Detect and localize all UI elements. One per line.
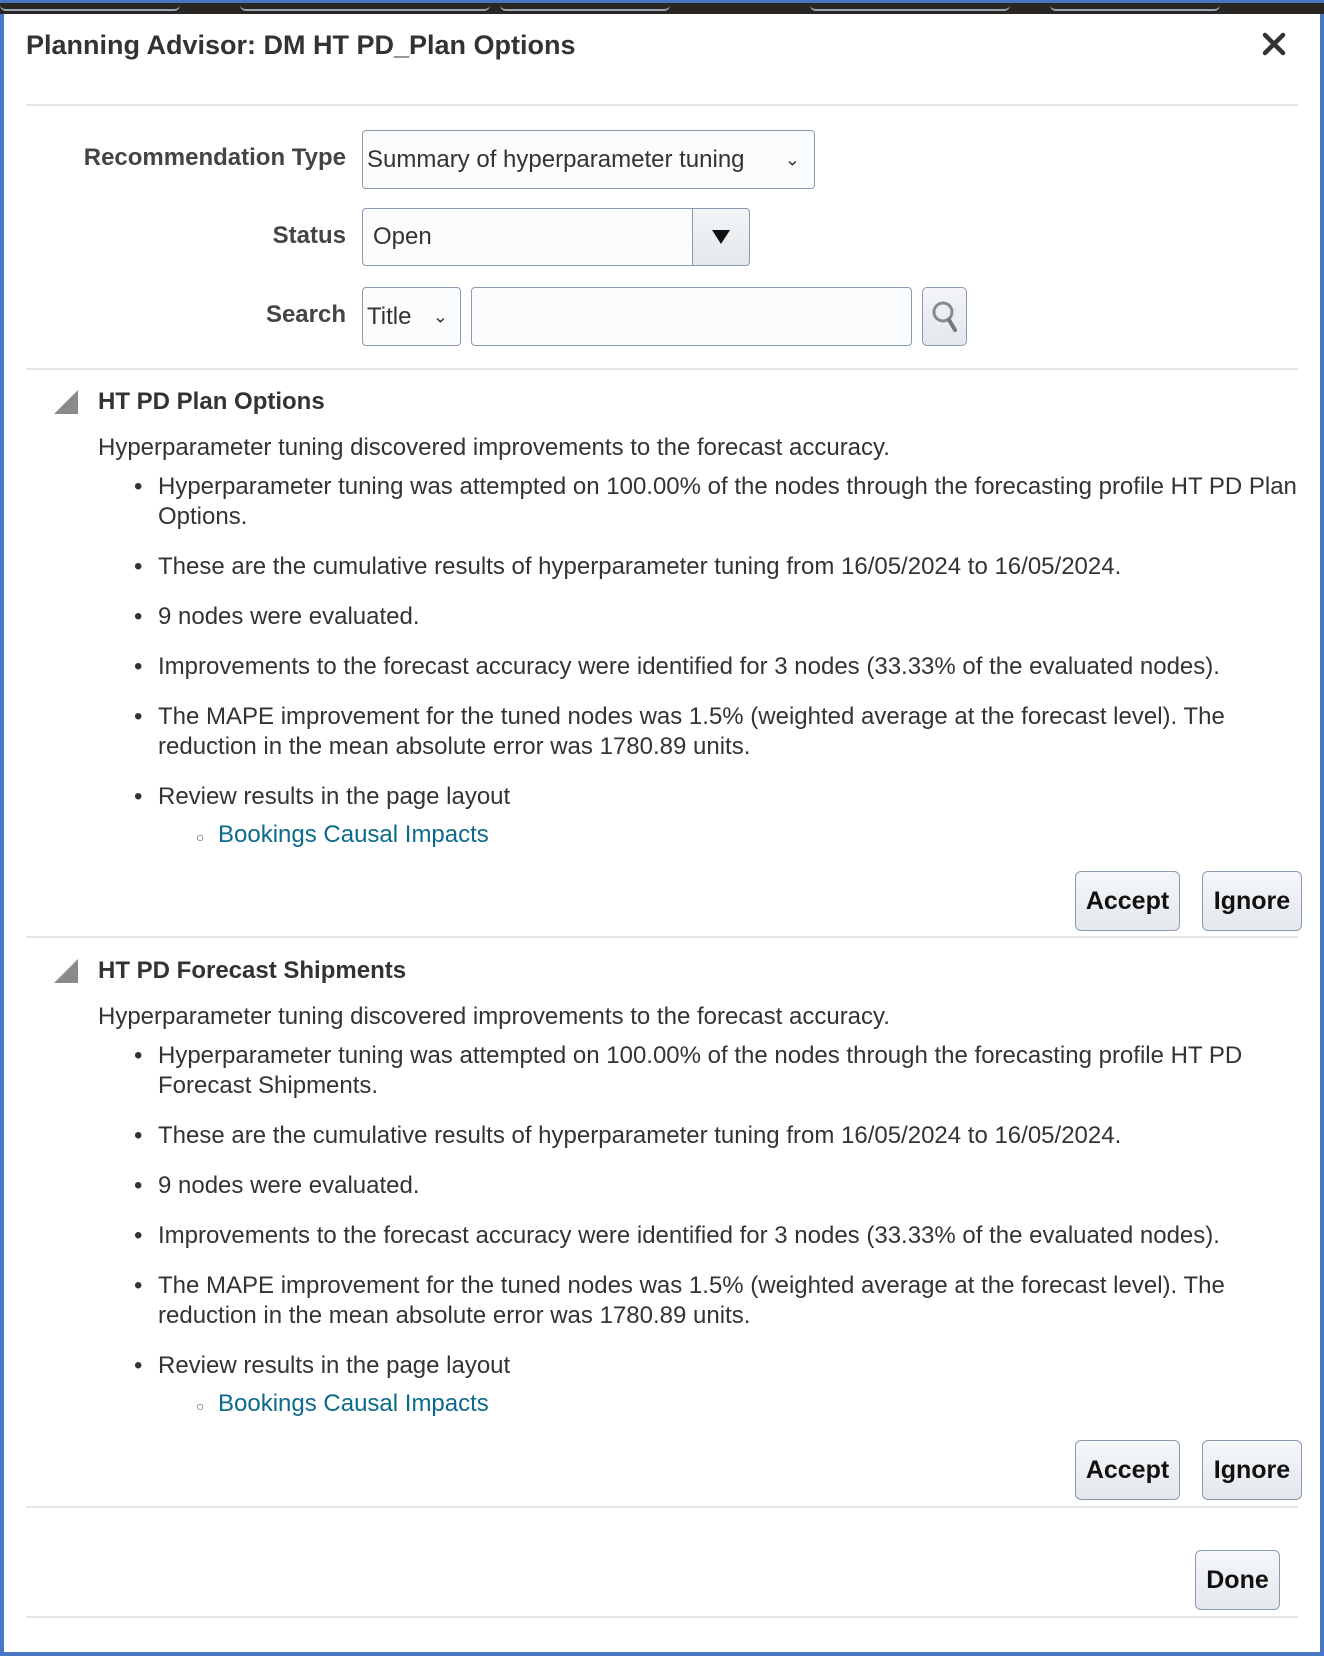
list-item: • 9 nodes were evaluated.	[158, 1171, 1308, 1201]
list-item: • The MAPE improvement for the tuned nodes was 1.5% (weighted average at the forecast level). The reduction in the mean absolute error was 1780.89 units.	[158, 702, 1308, 762]
recommendation-type-label: Recommendation Type	[83, 144, 346, 171]
section-divider	[26, 1506, 1298, 1508]
section-title: HT PD Plan Options	[98, 388, 325, 415]
search-field-select[interactable]	[362, 287, 461, 346]
ignore-button[interactable]: Ignore	[1202, 871, 1302, 931]
sub-list	[158, 1389, 1308, 1419]
status-label: Status	[272, 222, 346, 249]
triangle-down-icon	[711, 229, 731, 245]
background-window-strip	[0, 0, 1324, 14]
collapse-toggle-icon[interactable]	[54, 390, 78, 414]
list-item: • These are the cumulative results of hyperparameter tuning from 16/05/2024 to 16/05/2024.	[158, 552, 1308, 582]
accept-button[interactable]: Accept	[1075, 871, 1180, 931]
list-item: • 9 nodes were evaluated.	[158, 602, 1308, 632]
background-tab	[810, 3, 1010, 11]
sub-list-item	[218, 820, 1308, 850]
background-tab	[500, 3, 670, 11]
list-item: • Improvements to the forecast accuracy were identified for 3 nodes (33.33% of the evaluated nodes).	[158, 652, 1308, 682]
background-tab	[0, 3, 180, 11]
done-button[interactable]: Done	[1195, 1550, 1280, 1610]
list-item-text: Review results in the page layout	[158, 783, 511, 810]
section-intro: Hyperparameter tuning discovered improvements to the forecast accuracy.	[98, 1003, 890, 1030]
section-intro: Hyperparameter tuning discovered improvements to the forecast accuracy.	[98, 434, 890, 461]
list-item	[158, 782, 1308, 850]
list-item	[158, 1351, 1308, 1419]
search-label: Search	[265, 301, 346, 328]
search-input[interactable]	[471, 287, 912, 346]
header-divider	[26, 104, 1298, 106]
list-item: • Improvements to the forecast accuracy were identified for 3 nodes (33.33% of the evaluated nodes).	[158, 1221, 1308, 1251]
sub-list-item	[218, 1389, 1308, 1419]
bookings-causal-impacts-link[interactable]: Bookings Causal Impacts	[218, 821, 489, 848]
close-icon	[1258, 28, 1290, 60]
status-select[interactable]	[362, 208, 750, 266]
search-field-value: Title	[367, 302, 412, 330]
list-item: • These are the cumulative results of hyperparameter tuning from 16/05/2024 to 16/05/2024.	[158, 1121, 1308, 1151]
background-tab	[1050, 3, 1220, 11]
collapse-toggle-icon[interactable]	[54, 959, 78, 983]
footer-divider	[26, 1616, 1298, 1618]
chevron-down-icon: ⌄	[432, 306, 448, 326]
search-button[interactable]	[922, 287, 967, 346]
list-item: • The MAPE improvement for the tuned nodes was 1.5% (weighted average at the forecast level). The reduction in the mean absolute error was 1780.89 units.	[158, 1271, 1308, 1331]
background-tab	[240, 3, 490, 11]
section-title: HT PD Forecast Shipments	[98, 957, 407, 984]
status-value[interactable]: Open	[362, 208, 694, 266]
planning-advisor-dialog	[0, 14, 1324, 1656]
list-item: • Hyperparameter tuning was attempted on 100.00% of the nodes through the forecasting profile HT PD Forecast Shipments.	[158, 1041, 1308, 1101]
bookings-causal-impacts-link[interactable]: Bookings Causal Impacts	[218, 1390, 489, 1417]
ignore-button[interactable]: Ignore	[1202, 1440, 1302, 1500]
dialog-title: Planning Advisor: DM HT PD_Plan Options	[26, 30, 576, 60]
accept-button[interactable]: Accept	[1075, 1440, 1180, 1500]
section-bullet-list	[158, 472, 1308, 870]
section-divider	[26, 936, 1298, 938]
filters-divider	[26, 368, 1298, 370]
recommendation-type-value: Summary of hyperparameter tuning	[367, 145, 745, 173]
chevron-down-icon: ⌄	[784, 149, 800, 169]
status-dropdown-button[interactable]	[692, 208, 750, 266]
list-item-text: Review results in the page layout	[158, 1352, 511, 1379]
close-button[interactable]	[1258, 28, 1290, 60]
section-bullet-list	[158, 1041, 1308, 1439]
search-icon	[930, 299, 960, 335]
list-item: • Hyperparameter tuning was attempted on 100.00% of the nodes through the forecasting profile HT PD Plan Options.	[158, 472, 1308, 532]
sub-list	[158, 820, 1308, 850]
recommendation-type-select[interactable]	[362, 130, 815, 189]
